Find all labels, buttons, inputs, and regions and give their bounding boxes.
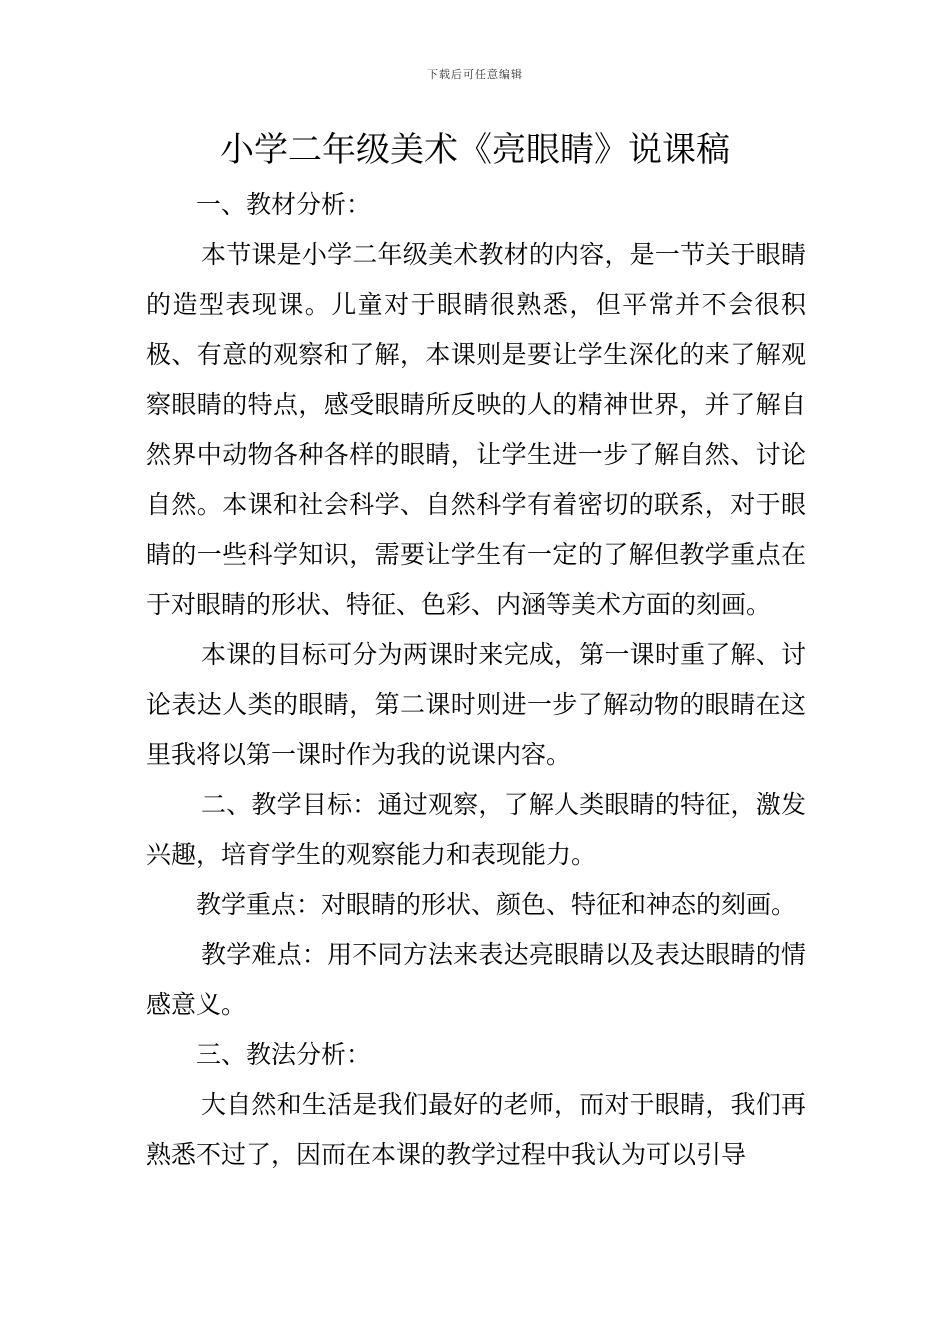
document-title: 小学二年级美术《亮眼睛》说课稿 xyxy=(220,130,730,170)
section-heading-teaching-method: 三、教法分析： xyxy=(196,1040,372,1069)
paragraph-teaching-difficulty: 教学难点：用不同方法来表达亮眼睛以及表达眼睛的情感意义。 xyxy=(146,940,806,1019)
paragraph-textbook-analysis: 本节课是小学二年级美术教材的内容，是一节关于眼睛的造型表现课。儿童对于眼睛很熟悉，但平常并不会很积极、有意的观察和了解，本课则是要让学生深化的来了解观察眼睛的特点，感受眼睛所反映的人的精神世界，并了解自然界中动物各种各样的眼睛，让学生进一步了解自然、讨论自然。本课和社会科学、自然科学有着密切的联系，对于眼睛的一些科学知识，需要让学生有一定的了解但教学重点在于对眼睛的形状、特征、色彩、内涵等美术方面的刻画。 xyxy=(146,240,806,619)
paragraph-teaching-method: 大自然和生活是我们最好的老师，而对于眼睛，我们再熟悉不过了，因而在本课的教学过程中我认为可以引导 xyxy=(146,1090,806,1169)
header-note: 下载后可任意编辑 xyxy=(427,68,523,81)
section-heading-textbook-analysis: 一、教材分析： xyxy=(196,190,372,219)
paragraph-teaching-objectives: 二、教学目标：通过观察，了解人类眼睛的特征，激发兴趣，培育学生的观察能力和表现能力。 xyxy=(146,790,806,869)
paragraph-teaching-focus: 教学重点：对眼睛的形状、颜色、特征和神态的刻画。 xyxy=(196,890,797,919)
paragraph-course-goals: 本课的目标可分为两课时来完成，第一课时重了解、讨论表达人类的眼睛，第二课时则进一步了解动物的眼睛在这里我将以第一课时作为我的说课内容。 xyxy=(146,640,806,769)
document-body xyxy=(146,180,806,1180)
